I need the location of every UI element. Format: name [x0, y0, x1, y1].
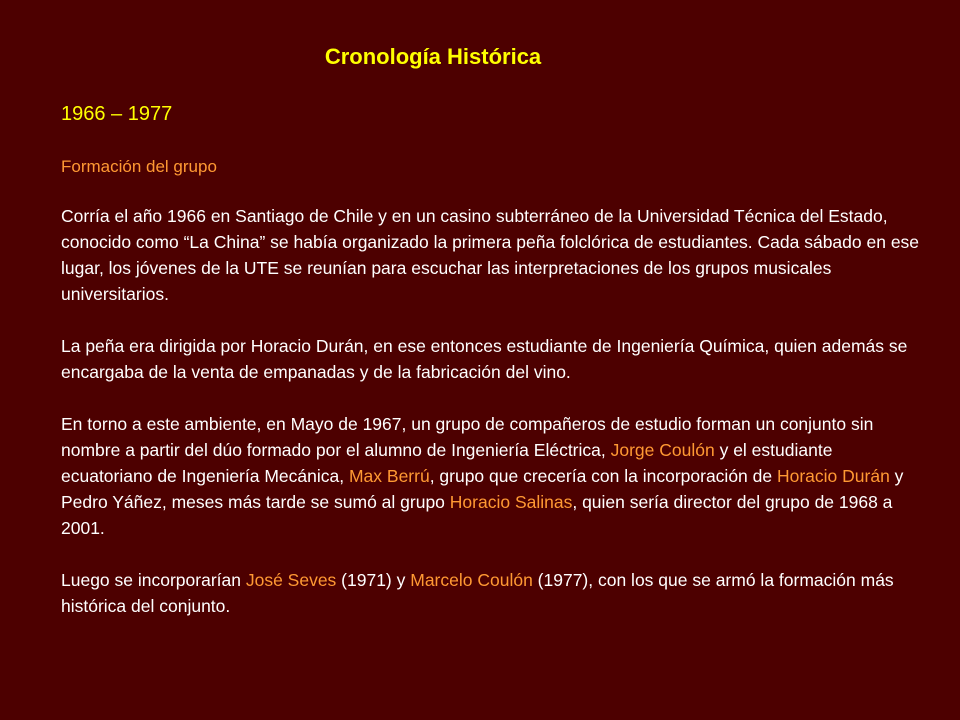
text-segment: y Pedro Yáñez, meses más tarde se sumó al grupo: [61, 466, 904, 512]
text-segment: , grupo que crecería con la incorporación de: [429, 466, 777, 486]
name-jorge-coulon: Jorge Coulón: [610, 440, 715, 460]
paragraph-1: Corría el año 1966 en Santiago de Chile y en un casino subterráneo de la Universidad Técnica del Estado, conocido como “La China” se había organizado la primera peña folclórica de estudiantes. Cada sábado en ese lugar, los jóvenes de la UTE se reunían para escuchar las interpretaciones de los grupos musicales universitarios.: [61, 206, 920, 304]
text-segment: En torno a este ambiente, en Mayo de 1967, un grupo de compañeros de estudio forman un conjunto sin nombre a partir del dúo formado por el alumno de Ingeniería Eléctrica,: [61, 414, 874, 460]
section-subtitle: Formación del grupo: [61, 157, 217, 176]
paragraph-4: [61, 567, 921, 619]
name-max-berru: Max Berrú: [348, 466, 430, 486]
text-segment: , quien sería director del grupo de 1968 a 2001.: [61, 492, 893, 538]
name-horacio-salinas: Horacio Salinas: [449, 492, 573, 512]
page-title: Cronología Histórica: [324, 44, 542, 69]
name-jose-seves: José Seves: [245, 570, 337, 590]
text-segment: y el estudiante ecuatoriano de Ingeniería Mecánica,: [61, 440, 833, 486]
text-segment: (1977), con los que se armó la formación más histórica del conjunto.: [61, 570, 894, 616]
body-text: [61, 203, 921, 645]
period-heading: 1966 – 1977: [61, 103, 173, 125]
paragraph-2: La peña era dirigida por Horacio Durán, en ese entonces estudiante de Ingeniería Química, quien además se encargaba de la venta de empanadas y de la fabricación del vino.: [61, 336, 908, 382]
name-marcelo-coulon: Marcelo Coulón: [410, 570, 533, 590]
name-horacio-duran: Horacio Durán: [776, 466, 890, 486]
paragraph-3: [61, 411, 921, 541]
text-segment: Luego se incorporarían: [61, 570, 246, 590]
text-segment: (1971) y: [336, 570, 411, 590]
